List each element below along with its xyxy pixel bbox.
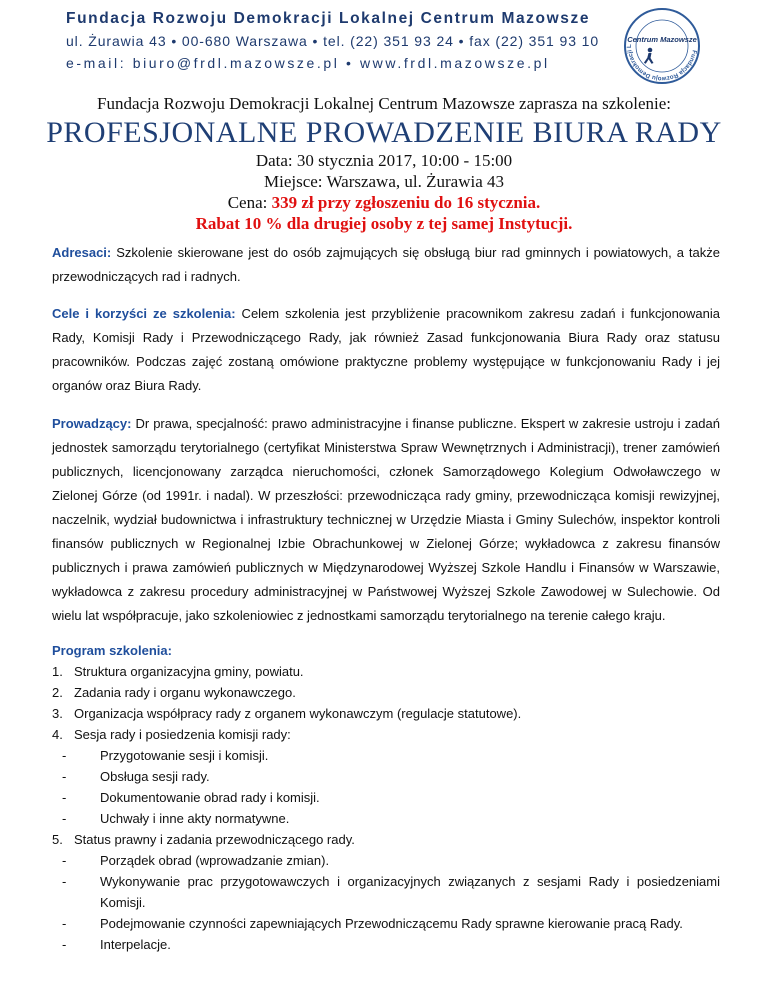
list-subitem: - Porządek obrad (wprowadzanie zmian). (62, 853, 330, 868)
list-subitem: - Uchwały i inne akty normatywne. (62, 811, 290, 826)
program-label: Program szkolenia: (52, 643, 172, 658)
org-address: ul. Żurawia 43 • 00-680 Warszawa • tel. (22) 351 93 24 • fax (22) 351 93 10 (66, 33, 600, 49)
list-subitem: - Obsługa sesji rady. (62, 769, 210, 784)
invitation-line: Fundacja Rozwoju Demokracji Lokalnej Centrum Mazowsze zaprasza na szkolenie: (96, 94, 671, 113)
org-name: Fundacja Rozwoju Demokracji Lokalnej Centrum Mazowsze (66, 10, 591, 27)
discount-note: Rabat 10 % dla drugiej osoby z tej samej Instytucji. (195, 214, 573, 233)
list-item: 2. Zadania rady i organu wykonawczego. (52, 685, 296, 700)
section-label: Adresaci: (52, 245, 112, 260)
list-item: 3. Organizacja współpracy rady z organem wykonawczym (regulacje statutowe). (52, 706, 522, 721)
section-label: Prowadzący: (52, 416, 132, 431)
list-subitem: - Podejmowanie czynności zapewniających Przewodniczącemu Rady sprawne kierowanie pracą Rady. (62, 916, 683, 931)
training-info (0, 150, 768, 234)
list-subitem: - Interpelacje. (62, 937, 171, 952)
letterhead (66, 8, 626, 74)
org-contact: e-mail: biuro@frdl.mazowsze.pl • www.frdl.mazowsze.pl (66, 55, 550, 71)
section-prowadzacy (52, 412, 720, 628)
program-list (52, 661, 720, 955)
list-subitem: - Wykonywanie prac przygotowawczych i organizacyjnych związanych z sesjami Rady i posiedzeniami Komisji. (62, 874, 720, 910)
list-item: 5. Status prawny i zadania przewodniczącego rady. (52, 832, 355, 847)
list-subitem: - Przygotowanie sesji i komisji. (62, 748, 269, 763)
section-label: Cele i korzyści ze szkolenia: (52, 306, 236, 321)
price-value: 339 zł przy zgłoszeniu do 16 stycznia. (271, 193, 541, 212)
list-subitem: - Dokumentowanie obrad rady i komisji. (62, 790, 320, 805)
section-text: Szkolenie skierowane jest do osób zajmujących się obsługą biur rad gminnych i powiatowych, a także przewodniczących rad i radnych. (52, 245, 720, 284)
logo-text: Centrum Mazowsze (627, 35, 697, 44)
list-item: 1. Struktura organizacyjna gminy, powiatu. (52, 664, 304, 679)
training-date: Data: 30 stycznia 2017, 10:00 - 15:00 (255, 151, 513, 170)
foundation-logo (622, 6, 702, 86)
logo-ring-text: Fundacja Rozwoju Demokracji L (625, 44, 698, 83)
section-cele (52, 302, 720, 398)
program-section (52, 640, 720, 955)
training-place: Miejsce: Warszawa, ul. Żurawia 43 (263, 172, 504, 191)
price-label: Cena: (227, 193, 272, 212)
section-adresaci (52, 241, 720, 289)
section-text: Celem szkolenia jest przybliżenie pracownikom zakresu zadań i funkcjonowania Rady, Komisji Rady i Przewodniczącego Rady, jak również Zasad funkcjonowania Biura Rady oraz statusu pracowników. Podczas zajęć zostaną omówione praktyczne problemy występujące w funkcjonowaniu Rady i jej organów oraz Biura Rady. (52, 306, 720, 393)
section-text: Dr prawa, specjalność: prawo administracyjne i finanse publiczne. Ekspert w zakresie ustroju i zadań jednostek samorządu terytorialnego (certyfikat Ministerstwa Spraw Wewnętrznych i Administracji), trener zamówień publicznych, licencjonowany zarządca nieruchomości, członek Samorządowego Kolegium Odwoławczego w Zielonej Górze (od 1991r. i nadal). W przeszłości: przewodnicząca rady gminy, przewodnicząca komisji rewizyjnej, naczelnik, wydział budownictwa i infrastruktury technicznej w Urzędzie Miasta i Gminy Sulechów, inspektor kontroli finansów publicznych w Regionalnej Izbie Obrachunkowej w Zielonej Górze; wykładowca z zakresu finansów publicznych i prawa zamówień publicznych w Międzynarodowej Wyższej Szkole Handlu i Finansów w Warszawie, wykładowca z zakresu procedury administracyjnej w Państwowej Wyższej Szkole Zawodowej w Sulechowie. Od wielu lat współpracuje, jako szkoleniowiec z jednostkami samorządu terytorialnego na terenie całego kraju. (52, 416, 720, 623)
list-item: 4. Sesja rady i posiedzenia komisji rady: (52, 727, 291, 742)
training-price (0, 192, 768, 213)
training-title: PROFESJONALNE PROWADZENIE BIURA RADY (46, 116, 722, 149)
